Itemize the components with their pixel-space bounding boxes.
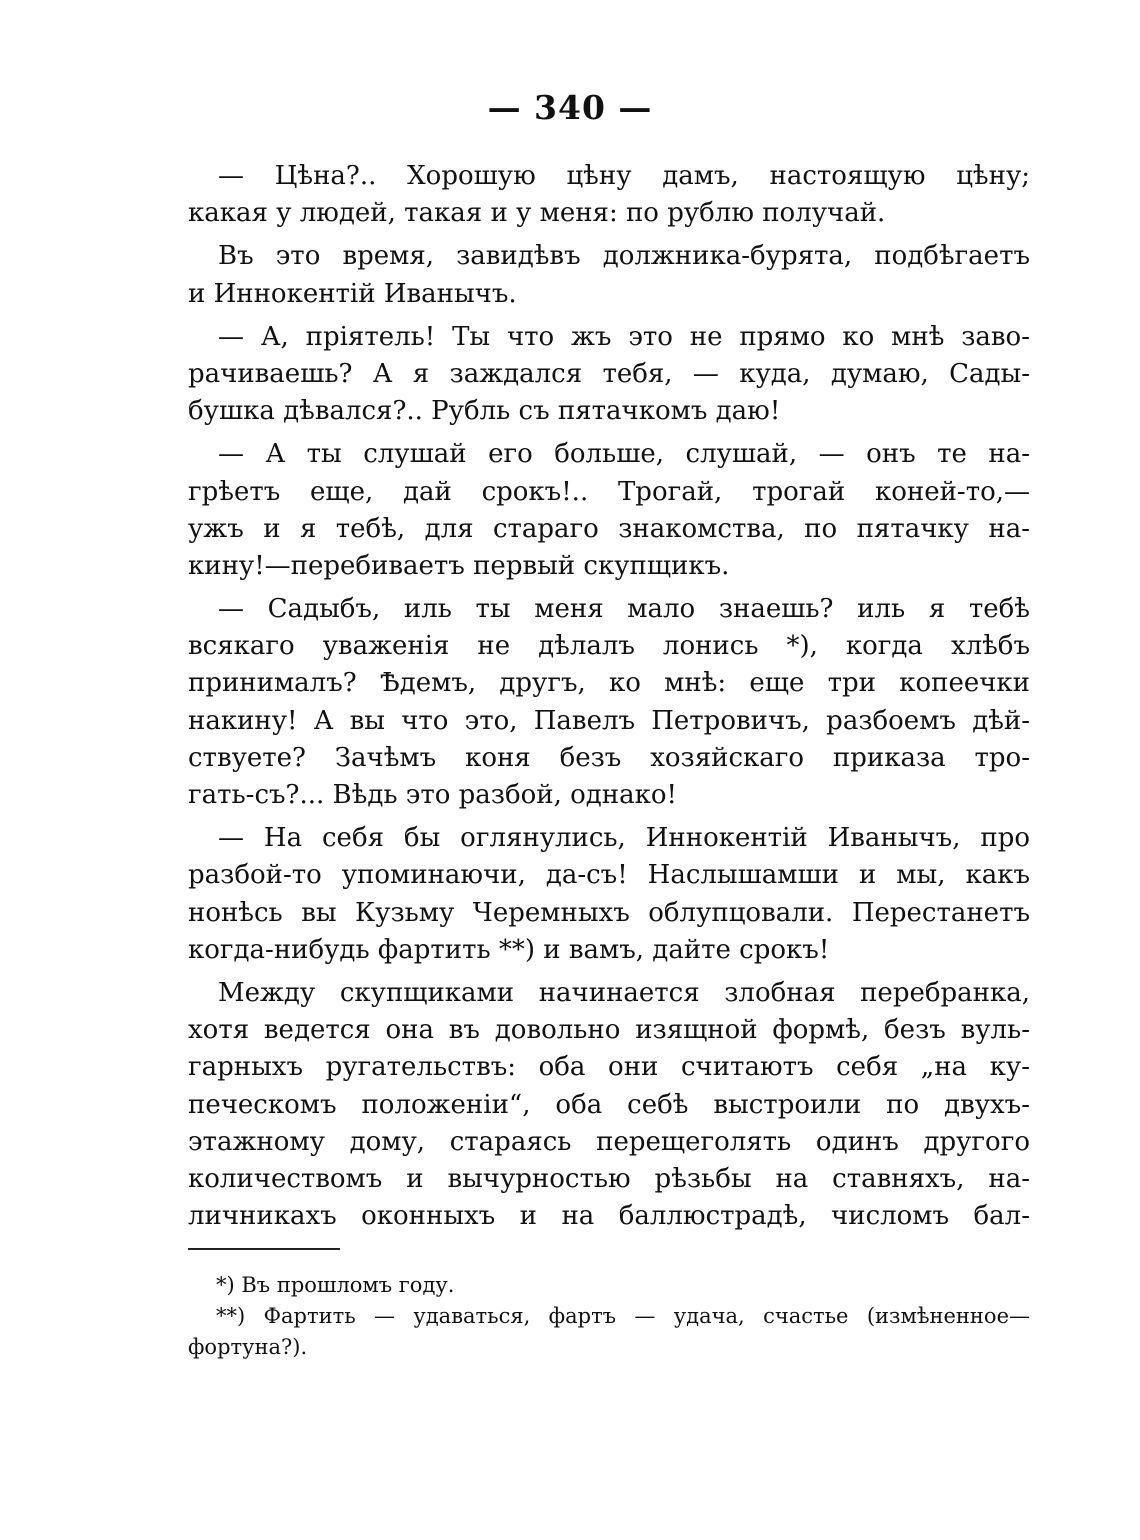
footnote [188,1301,1030,1363]
text-line: принималъ? Ѣдемъ, другъ, ко мнѣ: еще три копеечки [188,668,1030,699]
paragraph [188,158,1030,232]
text-line: Между скупщиками начинается злобная перебранка, [218,977,1030,1008]
text-line: — А ты слушай его больше, слушай, — онъ те на- [218,439,1030,470]
text-line: всякаго уваженія не дѣлалъ лонись *), когда хлѣбъ [188,631,1030,662]
paragraph [188,319,1030,431]
footnote-line: *) Въ прошломъ году. [216,1273,455,1297]
text-line: хотя ведется она въ довольно изящной формѣ, безъ вуль- [188,1015,1030,1046]
text-line: — А, пріятель! Ты что жъ это не прямо ко мнѣ заво- [218,321,1030,352]
paragraph [188,820,1030,969]
text-line: Въ это время, завидѣвъ должника-бурята, подбѣгаетъ [218,241,1030,272]
text-line: гать-съ?... Вѣдь это разбой, однако! [188,780,677,810]
text-line: бушка дѣвался?.. Рубль съ пятачкомъ даю! [188,396,781,427]
text-line: количествомъ и вычурностью рѣзьбы на ставняхъ, на- [188,1163,1030,1194]
text-line: грѣетъ еще, дай срокъ!.. Трогай, трогай коней-то,— [188,476,1030,507]
text-line: гарныхъ ругательствъ: оба они считаютъ себя „на ку- [188,1052,1030,1083]
paragraph [188,238,1030,312]
text-line: рачиваешь? А я заждался тебя, — куда, думаю, Сады- [188,358,1030,389]
footnote-line: фортуна?). [188,1335,308,1359]
main-text [188,158,1030,1235]
text-line: — Садыбъ, иль ты меня мало знаешь? иль я тебѣ [218,594,1030,625]
text-line: ствуете? Зачѣмъ коня безъ хозяйскаго приказа тро- [188,742,1030,773]
text-line: ужъ и я тебѣ, для стараго знакомства, по пятачку на- [188,513,1030,544]
page-number: — 340 — [487,88,653,127]
paragraph [188,975,1030,1235]
text-line: — Цѣна?.. Хорошую цѣну дамъ, настоящую цѣну; [218,161,1030,191]
text-line: разбой-то упоминаючи, да-съ! Наслышамши и мы, какъ [188,860,1030,891]
text-line: личникахъ оконныхъ и на баллюстрадѣ, числомъ бал- [188,1201,1030,1232]
text-line: кину!—перебиваетъ первый скупщикъ. [188,550,730,581]
footnote-line: **) Фартить — удаваться, фартъ — удача, счастье (измѣненное— [216,1304,1030,1328]
footnotes [188,1270,1030,1363]
footnote [188,1270,1030,1301]
text-line: печескомъ положеніи“, оба себѣ выстроили по двухъ- [188,1089,1030,1120]
paragraph [188,436,1030,585]
text-line: и Иннокентій Иванычъ. [188,278,517,309]
text-line: этажному дому, стараясь перещеголять одинъ другого [188,1126,1030,1157]
text-line: когда-нибудь фартить **) и вамъ, дайте срокъ! [188,934,830,965]
footnote-divider [188,1248,340,1250]
text-line: — На себя бы оглянулись, Иннокентій Иванычъ, про [218,823,1030,854]
text-line: какая у людей, такая и у меня: по рублю получай. [188,198,886,229]
paragraph [188,591,1030,814]
text-line: нонѣсь вы Кузьму Черемныхъ облупцовали. Перестанетъ [188,897,1030,928]
text-line: накину! А вы что это, Павелъ Петровичъ, разбоемъ дѣй- [188,705,1030,736]
